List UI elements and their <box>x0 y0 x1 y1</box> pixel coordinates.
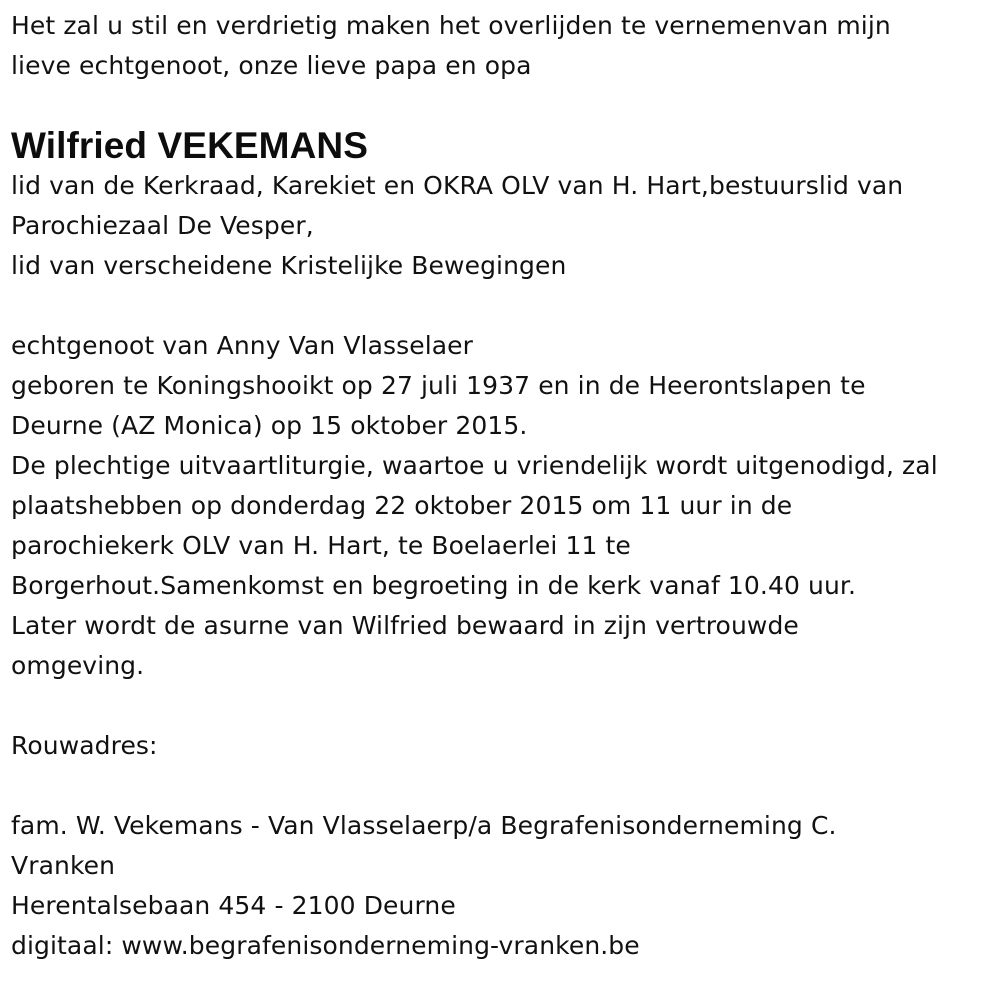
mourning-address-line-3: Herentalsebaan 454 - 2100 Deurne <box>11 891 456 920</box>
spacer <box>11 766 996 806</box>
details-line-8: Later wordt de asurne van Wilfried bewaard in zijn vertrouwde <box>11 611 799 640</box>
mourning-address-website: digitaal: www.begrafenisonderneming-vranken.be <box>11 931 640 960</box>
membership-line-2: Parochiezaal De Vesper, <box>11 211 314 240</box>
intro-line-1: Het zal u stil en verdrietig maken het overlijden te vernemenvan mijn <box>11 11 891 40</box>
details-line-7: Borgerhout.Samenkomst en begroeting in de kerk vanaf 10.40 uur. <box>11 571 857 600</box>
spacer <box>11 686 996 726</box>
spacer <box>11 86 996 120</box>
membership-line-3: lid van verscheidene Kristelijke Bewegingen <box>11 251 567 280</box>
details-line-9: omgeving. <box>11 651 145 680</box>
membership-line-1: lid van de Kerkraad, Karekiet en OKRA OLV van H. Hart,bestuurslid van <box>11 171 904 200</box>
obituary-notice <box>11 6 996 966</box>
details-line-2: geboren te Koningshooikt op 27 juli 1937 en in de Heerontslapen te <box>11 371 866 400</box>
details-line-4: De plechtige uitvaartliturgie, waartoe u vriendelijk wordt uitgenodigd, zal <box>11 451 938 480</box>
mourning-address-line-2: Vranken <box>11 851 116 880</box>
intro-line-2: lieve echtgenoot, onze lieve papa en opa <box>11 51 532 80</box>
spacer <box>11 286 996 326</box>
mourning-address-line-1: fam. W. Vekemans - Van Vlasselaerp/a Begrafenisonderneming C. <box>11 811 837 840</box>
details-line-5: plaatshebben op donderdag 22 oktober 2015 om 11 uur in de <box>11 491 793 520</box>
details-line-6: parochiekerk OLV van H. Hart, te Boelaerlei 11 te <box>11 531 631 560</box>
deceased-name: Wilfried VEKEMANS <box>11 125 369 166</box>
details-line-1: echtgenoot van Anny Van Vlasselaer <box>11 331 474 360</box>
mourning-address-label: Rouwadres: <box>11 731 158 760</box>
details-line-3: Deurne (AZ Monica) op 15 oktober 2015. <box>11 411 528 440</box>
